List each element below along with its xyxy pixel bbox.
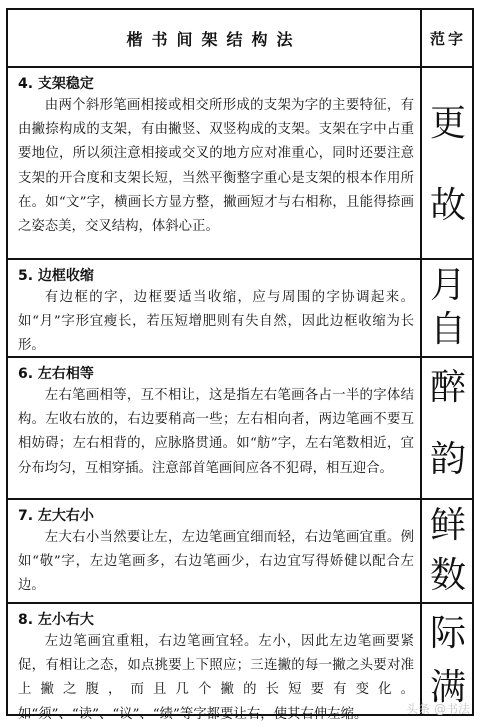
- section-row-6: [8, 358, 420, 500]
- example-char: 自: [429, 309, 466, 350]
- example-chars-5: [422, 260, 474, 358]
- section-body: 左边笔画宜重粗，右边笔画宜轻。左小，因此左边笔画要紧促，有相让之态，如点挑要上下照应；三连撇的每一撇之头要对准上撇之腹，而且几个撇的长短要有变化。如“须”、“读”、“议”、“绩”等字都要让右，使其右伸左缩。: [18, 634, 414, 722]
- table-header: [8, 10, 472, 68]
- example-chars-4: [422, 68, 474, 260]
- section-body: 有边框的字，边框要适当收缩，应与周围的字协调起来。如“月”字形宜瘦长，若压短增肥则有失自然，因此边框收缩为长形。: [18, 290, 414, 354]
- section-title: 5. 边框收缩: [18, 268, 94, 284]
- section-title: 4. 支架稳定: [18, 76, 94, 92]
- example-char: 月: [429, 265, 466, 306]
- header-side-title: 范字: [420, 10, 474, 66]
- section-row-7: [8, 500, 420, 604]
- example-chars-6: [422, 358, 474, 500]
- section-row-5: [8, 260, 420, 358]
- example-char: 满: [429, 667, 466, 708]
- example-chars-7: [422, 500, 474, 604]
- section-title: 8. 左小右大: [18, 612, 94, 628]
- section-body: 左大右小当然要让左，左边笔画宜细而轻，右边笔画宜重。例如“敬”字，左边笔画多，右边笔画少，右边宜写得娇健以配合左边。: [18, 530, 414, 594]
- header-title: 楷书间架结构法: [126, 29, 302, 49]
- section-row-8: [8, 604, 420, 722]
- calligraphy-structure-table: [6, 8, 474, 722]
- example-char: 际: [429, 613, 466, 654]
- section-row-4: [8, 68, 420, 260]
- example-char: 故: [429, 185, 466, 226]
- watermark: 头条 @书法: [406, 702, 470, 716]
- section-title: 6. 左右相等: [18, 366, 94, 382]
- example-char: 韵: [429, 439, 466, 480]
- section-body: 左右笔画相等，互不相让，这是指左右笔画各占一半的字体结构。左收右放的，右边要稍高一些；左右相向者，两边笔画不要互相妨碍；左右相背的，应脉胳贯通。如“舫”字，左右笔数相近，宜分布均匀，互相穿插。注意部首笔画间应各不犯碍，相互迎合。: [18, 388, 414, 476]
- section-title: 7. 左大右小: [18, 508, 94, 524]
- section-body: 由两个斜形笔画相接或相交所形成的支架为字的主要特征，有由撇捺构成的支架，有由撇竖、双竖构成的支架。支架在字中占重要地位，所以须注意相接或交叉的地方应对准重心，同时还要注意支架的开合度和支架长短，当然平衡整字重心是支架的根本作用所在。如“文”字，横画长方显方整，撇画短才与右相称，且能得捺画之姿态美，交叉结构，体斜心正。: [18, 98, 414, 235]
- example-char: 更: [429, 103, 466, 144]
- example-char: 鲜: [429, 505, 466, 546]
- example-char: 醉: [429, 367, 466, 408]
- example-char: 数: [429, 555, 466, 596]
